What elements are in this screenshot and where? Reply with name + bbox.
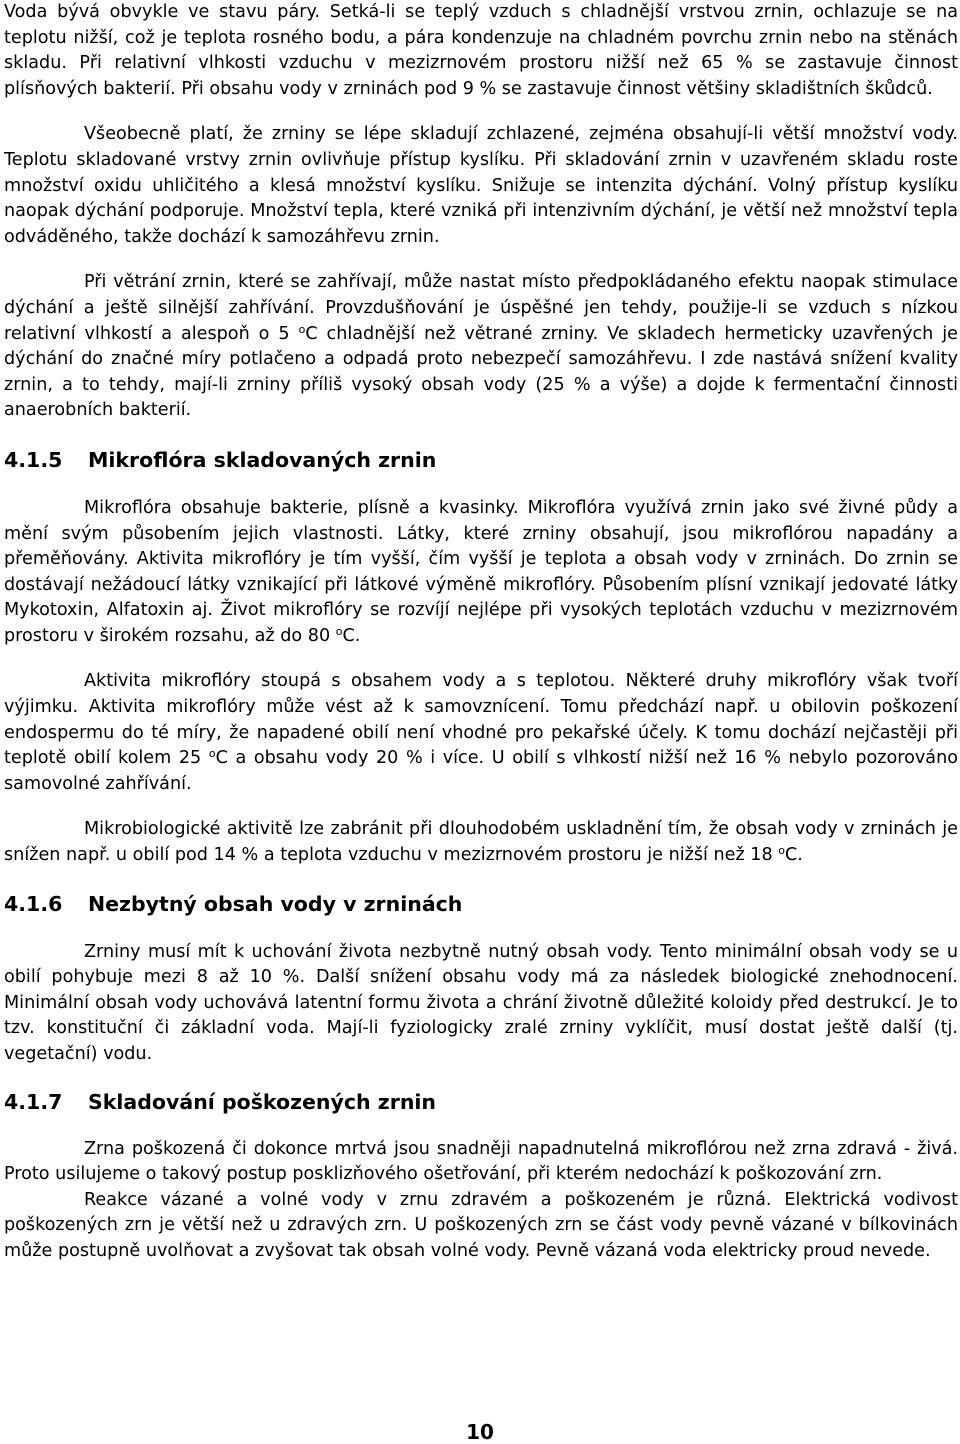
paragraph-minimal-water: Zrniny musí mít k uchování života nezbytně nutný obsah vody. Tento minimální obsah vody se u obilí pohybuje mezi 8 až 10 %. Další snížení obsahu vody má za následek biologické znehodnocení. Minimální obsah vody uchovává latentní formu života a chrání životně důležité koloidy před destrukcí. Je to tzv. konstituční či základní voda. Mají-li fyziologicky zralé zrniny vyklíčit, musí dostat ještě další (tj. vegetační) vodu. [4, 941, 958, 1064]
section-title: Nezbytný obsah vody v zrninách [88, 891, 463, 916]
page-number: 10 [466, 1420, 494, 1444]
section-number: 4.1.6 [4, 891, 63, 916]
document-page [4, 0, 958, 1265]
degree-superscript: o [778, 844, 786, 858]
paragraph-ventilation: Při větrání zrnin, které se zahřívají, může nastat místo předpokládaného efektu naopak stimulace dýchání a ještě silnější zahřívání. Provzdušňování je úspěšné jen tehdy, použije-li se vzduch s nízkou relativní vlhkostí a alespoň o 5 $^o$C chladnější než větrané zrniny. Ve skladech hermeticky uzavřených je dýchání do značné míry potlačeno a odpadá proto nebezpečí samozáhřevu. I zde nastává snížení kvality zrnin, a to tehdy, mají-li zrniny příliš vysoký obsah vody (25 % a výše) a dojde k fermentační činnosti anaerobních bakterií. [4, 272, 959, 421]
degree-superscript: o [208, 747, 216, 761]
paragraph-cooled-storage: Všeobecně platí, že zrniny se lépe skladují zchlazené, zejména obsahují-li větší množství vody. Teplotu skladované vrstvy zrnin ovlivňuje přístup kyslíku. Při skladování zrnin v uzavřeném skladu roste množství oxidu uhličitého a klesá množství kyslíku. Snižuje se intenzita dýchání. Volný přístup kyslíku naopak dýchání podporuje. Množství tepla, které vzniká při intenzivním dýchání, je větší než množství tepla odváděného, takže dochází k samozáhřevu zrnin. [4, 124, 958, 247]
paragraph-water-vapor: Voda bývá obvykle ve stavu páry. Setká-li se teplý vzduch s chladnější vrstvou zrnin, ochlazuje se na teplotu nižší, což je teplota rosného bodu, a pára kondenzuje na chladném povrchu zrnin nebo na stěnách skladu. Při relativní vlhkosti vzduchu v mezizrnovém prostoru nižší než 65 % se zastavuje činnost plísňových bakterií. Při obsahu vody v zrninách pod 9 % se zastavuje činnost většiny skladištních škůdců. [4, 2, 958, 99]
paragraph-microflora-intro: Mikroflóra obsahuje bakterie, plísně a kvasinky. Mikroflóra využívá zrnin jako své živné půdy a mění svým působením jejich vlastnosti. Látky, které zrniny obsahují, jsou mikroflórou napadány a přeměňovány. Aktivita mikroflóry je tím vyšší, čím vyšší je teplota a obsah vody v zrninách. Do zrnin se dostávají nežádoucí látky vznikající při látkové výměně mikroflóry. Působením plísní vznikají jedovaté látky Mykotoxin, Alfatoxin aj. Život mikroflóry se rozvíjí nejlépe při vysokých teplotách vzduchu v mezizrnovém prostoru v širokém rozsahu, až do 80 $^o$C. [4, 497, 958, 646]
paragraph-microbiological-prevention: Mikrobiologické aktivitě lze zabránit při dlouhodobém uskladnění tím, že obsah vody v zrninách je snížen např. u obilí pod 14 % a teplota vzduchu v mezizrnovém prostoru je nižší než 18 $^o$C. [4, 819, 958, 866]
section-heading-microflora [4, 447, 958, 473]
section-number: 4.1.5 [4, 447, 63, 472]
degree-superscript: o [335, 624, 343, 638]
paragraph-microflora-activity: Aktivita mikroflóry stoupá s obsahem vody a s teplotou. Některé druhy mikroflóry však tvoří výjimku. Aktivita mikroflóry může vést až k samovznícení. Tomu předchází např. u obilovin poškození endospermu do té míry, že napadené obilí není vhodné pro pekařské účely. K tomu dochází nejčastěji při teplotě obilí kolem 25 $^o$C a obsahu vody 20 % i více. U obilí s vlhkostí nižší než 16 % nebylo pozorováno samovolné zahřívání. [4, 671, 958, 794]
section-title: Skladování poškozených zrnin [88, 1089, 437, 1114]
section-number: 4.1.7 [4, 1089, 63, 1114]
section-title: Mikroflóra skladovaných zrnin [88, 447, 437, 472]
section-heading-damaged-grain [4, 1089, 958, 1115]
paragraph-bound-water: Reakce vázané a volné vody v zrnu zdravém a poškozeném je různá. Elektrická vodivost poškozených zrn je větší než u zdravých zrn. U poškozených zrn se část vody pevně vázané v bílkovinách může postupně uvolňovat a zvyšovat tak obsah volné vody. Pevně vázaná voda elektricky proud nevede. [4, 1189, 958, 1261]
paragraph-damaged-grain: Zrna poškozená či dokonce mrtvá jsou snadněji napadnutelná mikroflórou než zrna zdravá - živá. Proto usilujeme o takový postup posklizňového ošetřování, při kterém nedochází k poškozování zrn. [4, 1138, 958, 1185]
section-heading-water-content [4, 891, 958, 917]
degree-superscript: o [298, 322, 306, 336]
